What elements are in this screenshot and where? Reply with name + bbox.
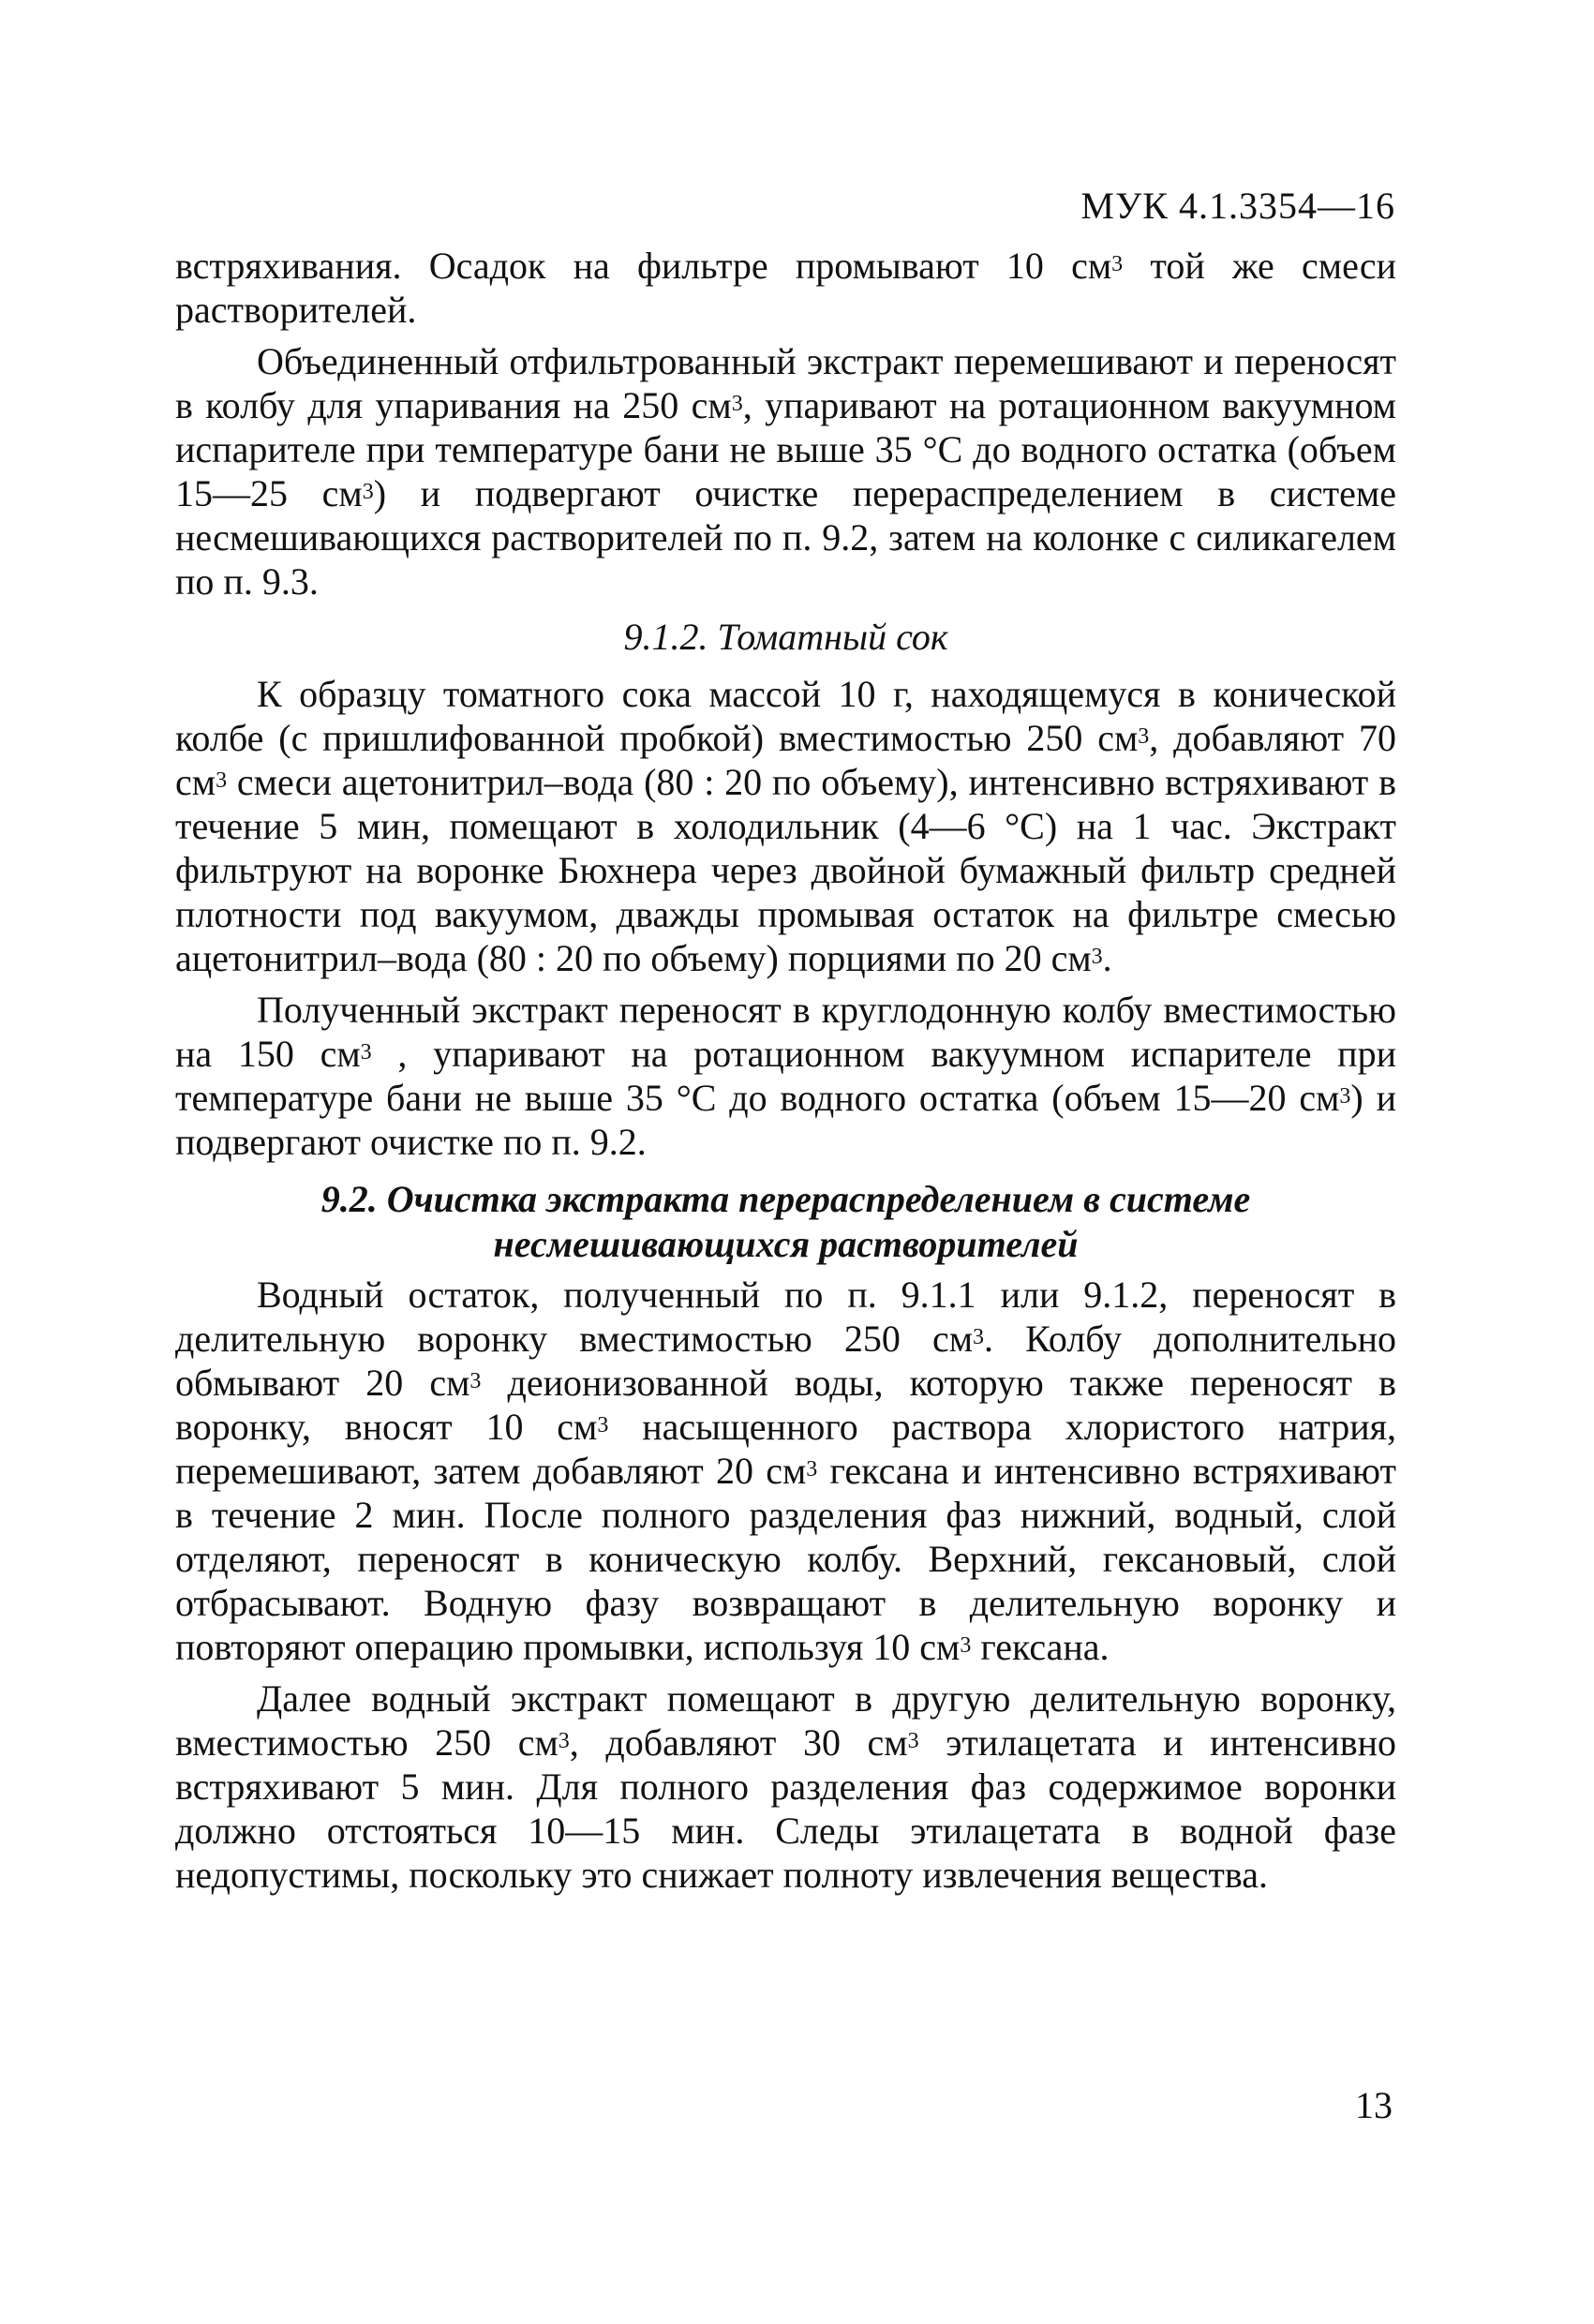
paragraph-combined-extract: Объединенный отфильтрованный экстракт перемешивают и переносят в колбу для упаривания на 250 $см^3$, упаривают на ротационном вакуумном испарителе при температуре бани не выше 35 °С до водного остатка (объем 15—25 $см^3$) и подвергают очистке перераспределением в системе несмешивающихся растворителей по п. 9.2, затем на колонке с силикагелем по п. 9.3. (175, 340, 1396, 603)
section-heading-extract-cleanup (175, 1177, 1396, 1267)
paragraph-tomato-juice-sample: К образцу томатного сока массой 10 г, находящемуся в конической колбе (с пришлифованной пробкой) вместимостью 250 $см^3$, добавляют 70 $см^3$ смеси ацетонитрил–вода (80 : 20 по объему), интенсивно встряхивают в течение 5 мин, помещают в холодильник (4—6 °С) на 1 час. Экстракт фильтруют на воронке Бюхнера через двойной бумажный фильтр средней плотности под вакуумом, дважды промывая остаток на фильтре смесью ацетонитрил–вода (80 : 20 по объему) порциями по 20 $см^3$. (175, 673, 1396, 979)
paragraph-extract-evaporation: Полученный экстракт переносят в круглодонную колбу вместимостью на 150 $см^3$ , упаривают на ротационном вакуумном испарителе при температуре бани не выше 35 °С до водного остатка (объем 15—20 $см^3$) и подвергают очистке по п. 9.2. (175, 989, 1396, 1163)
page-number: 13 (1355, 2084, 1393, 2126)
section-heading-line-1: 9.2. Очистка экстракта перераспределением в системе (320, 1178, 1251, 1220)
page-body (175, 244, 1396, 1904)
section-heading-line-2: несмешивающихся растворителей (493, 1223, 1079, 1265)
paragraph-aqueous-residue: Водный остаток, полученный по п. 9.1.1 или 9.1.2, переносят в делительную воронку вместимостью 250 $см^3$. Колбу дополнительно обмывают 20 $см^3$ деионизованной воды, которую также переносят в воронку, вносят 10 $см^3$ насыщенного раствора хлористого натрия, перемешивают, затем добавляют 20 $см^3$ гексана и интенсивно встряхивают в течение 2 мин. После полного разделения фаз нижний, водный, слой отделяют, переносят в коническую колбу. Верхний, гексановый, слой отбрасывают. Водную фазу возвращают в делительную воронку и повторяют операцию промывки, используя 10 $см^3$ гексана. (175, 1274, 1397, 1668)
document-code-header: МУК 4.1.3354—16 (1080, 185, 1395, 227)
paragraph-ethyl-acetate-extraction: Далее водный экстракт помещают в другую делительную воронку, вместимостью 250 $см^3$, добавляют 30 $см^3$ этилацетата и интенсивно встряхивают 5 мин. Для полного разделения фаз содержимое воронки должно отстояться 10—15 мин. Следы этилацетата в водной фазе недопустимы, поскольку это снижает полноту извлечения вещества. (175, 1677, 1396, 1896)
paragraph-continuation: встряхивания. Осадок на фильтре промывают 10 $см^3$ той же смеси растворителей. (175, 245, 1397, 331)
subsection-heading-tomato-juice: 9.1.2. Томатный сок (623, 616, 948, 658)
